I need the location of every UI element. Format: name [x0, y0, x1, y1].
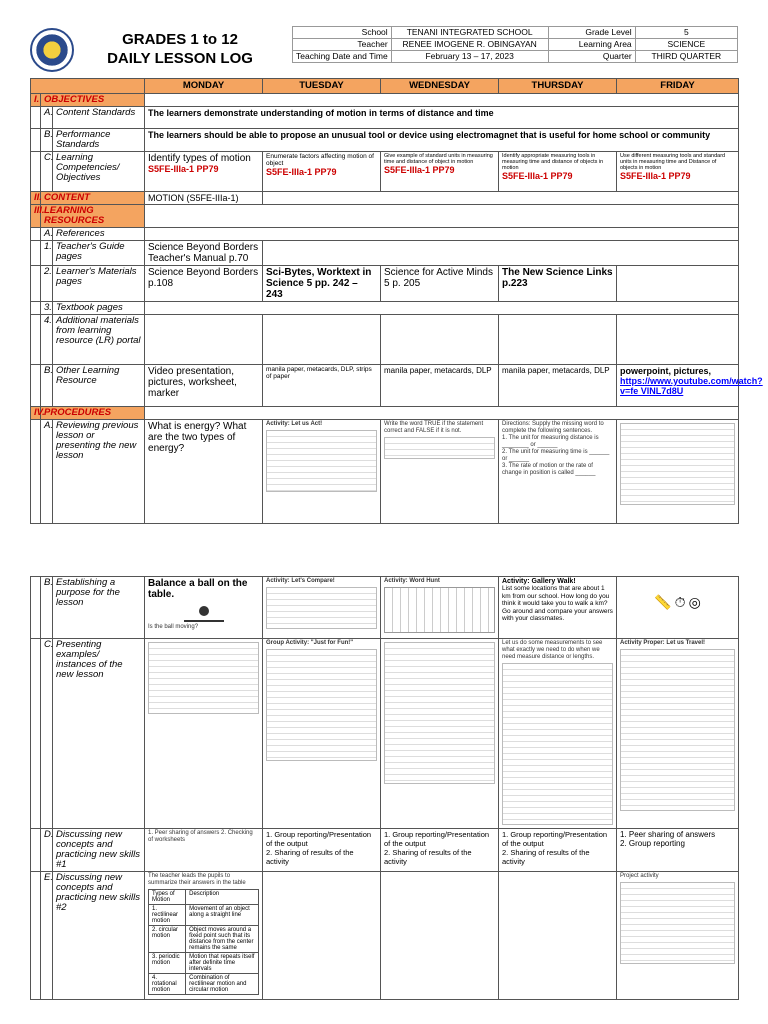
row-presenting-examples: C. Presenting examples/ instances of the new lesson Group Activity: "Just for Fun!" Let us do some measurements to see what exactly we need to do when we need measure distance or lengths. Activity Proper: Let us Travel! — [31, 639, 739, 829]
section-resources: III. LEARNING RESOURCES — [31, 205, 739, 228]
header-meta-table: School TENANI INTEGRATED SCHOOL Grade Level 5 Teacher RENEE IMOGENE R. OBINGAYAN Learning Area SCIENCE Teaching Date and Time February 13 – 17, 2023 Quarter THIRD QUARTER — [292, 26, 738, 63]
worksheet-thumbnail — [266, 649, 377, 761]
row-learners-materials: 2. Learner's Materials pages Science Beyond Borders p.108 Sci-Bytes, Worktext in Science 5 pp. 242 – 243 Science for Active Minds 5 p. 205 The New Science Links p.223 — [31, 266, 739, 302]
lesson-log-table-page2 — [30, 576, 739, 1000]
row-discussing-2: E. Discussing new concepts and practicing new skills #2 The teacher leads the pupils to summarize their answers in the table Types of Motion Description 1. rectilinear motion Movement of an object along a straight line 2. circular motion Object moves around a fixed point such that its distance from the center remains the same 3. periodic motion Motion that repeats itself after definite time intervals 4. rotational motion Combination of rectilinear motion and circular motion Project activity — [31, 872, 739, 1000]
row-teachers-guide: 1. Teacher's Guide pages Science Beyond Borders Teacher's Manual p.70 — [31, 241, 739, 266]
measuring-tools-pictures — [620, 578, 735, 626]
row-references: A. References — [31, 228, 739, 241]
area-value: SCIENCE — [635, 39, 737, 51]
worksheet-thumbnail — [384, 642, 495, 784]
clock-icon: ⏱ — [674, 593, 686, 610]
row-other-resources: B. Other Learning Resource Video presentation, pictures, worksheet, marker manila paper, metacards, DLP, strips of paper manila paper, metacards, DLP manila paper, metacards, DLP powerpoint, pictures, https://www.youtube.com/watch?v=fe VlNL7d8U — [31, 365, 739, 407]
day-header-row — [31, 79, 739, 94]
types-of-motion-table: Types of Motion Description 1. rectilinear motion Movement of an object along a straight line 2. circular motion Object moves around a fixed point such that its distance from the center remains the same 3. periodic motion Motion that repeats itself after definite time intervals 4. rotational motion Combination of rectilinear motion and circular motion — [148, 889, 259, 995]
worksheet-thumbnail — [620, 882, 735, 964]
day-thursday: THURSDAY — [499, 79, 617, 94]
worksheet-thumbnail — [384, 437, 495, 459]
day-monday: MONDAY — [145, 79, 263, 94]
row-competencies: C. Learning Competencies/ Objectives Identify types of motion S5FE-IIIa-1 PP79 Enumerate factors affecting motion of object S5FE-IIIa-1 PP79 Give example of standard units in measuring time and distance of object in motion S5FE-IIIa-1 PP79 Identify appropriate measuring tools in measuring time and distance of objects in motion S5FE-IIIa-1 PP79 Use different measuring tools and standard units in measuring time and Distance of objects in motion S5FE-IIIa-1 PP79 — [31, 152, 739, 192]
worksheet-thumbnail — [148, 642, 259, 714]
teacher-value: RENEE IMOGENE R. OBINGAYAN — [391, 39, 548, 51]
row-discussing-1: D. Discussing new concepts and practicing new skills #1 1. Peer sharing of answers 2. Checking of worksheets 1. Group reporting/Presentation of the output 2. Sharing of results of the activity 1. Group reporting/Presentation of the output 2. Sharing of results of the activity 1. Group reporting/Presentation of the output 2. Sharing of results of the activity 1. Peer sharing of answers 2. Group reporting — [31, 829, 739, 872]
row-additional-materials: 4. Additional materials from learning resource (LR) portal — [31, 315, 739, 365]
row-textbook-pages: 3. Textbook pages — [31, 302, 739, 315]
day-friday: FRIDAY — [617, 79, 739, 94]
header — [30, 26, 738, 74]
grade-value: 5 — [635, 27, 737, 39]
worksheet-thumbnail — [266, 587, 377, 629]
quarter-value: THIRD QUARTER — [635, 51, 737, 63]
day-wednesday: WEDNESDAY — [381, 79, 499, 94]
youtube-link[interactable]: https://www.youtube.com/watch?v=fe VlNL7d8U — [620, 376, 763, 396]
day-tuesday: TUESDAY — [263, 79, 381, 94]
tape-measure-icon: ◎ — [688, 593, 701, 610]
row-performance-standards: B. Performance Standards The learners should be able to propose an unusual tool or device using electromagnet that is useful for home school or community — [31, 129, 739, 152]
deped-seal-icon — [30, 28, 74, 72]
school-value: TENANI INTEGRATED SCHOOL — [391, 27, 548, 39]
ball-on-table-icon — [184, 602, 224, 622]
row-reviewing-lesson: A. Reviewing previous lesson or presenting the new lesson What is energy? What are the two types of energy? Activity: Let us Act! Write the word TRUE if the statement correct and FALSE if it is not. Directions: Supply the missing word to complete the following sentences. 1. The unit for measuring distance is ________ or ______ 2. The unit for measuring time is ______ or ______ 3. The rate of motion or the rate of change in position is called ______ — [31, 420, 739, 524]
row-establishing-purpose: B. Establishing a purpose for the lesson Balance a ball on the table. Is the ball moving? Activity: Let's Compare! Activity: Word Hunt Activity: Gallery Walk! List some locations that are about 1 km from our school. How long do you think it would take you to walk a km? Go around and compare your answers with your classmates. 📏 ⏱ ◎ — [31, 577, 739, 639]
section-objectives: I. OBJECTIVES — [31, 94, 739, 107]
worksheet-thumbnail — [620, 423, 735, 505]
document-title: GRADES 1 to 12 DAILY LESSON LOG — [107, 31, 253, 67]
lesson-log-table-page1 — [30, 78, 763, 524]
section-procedures: IV. PROCEDURES — [31, 407, 739, 420]
ruler-icon: 📏 — [654, 593, 672, 610]
word-hunt-grid — [384, 587, 495, 633]
section-content: II. CONTENT MOTION (S5FE-IIIa-1) — [31, 192, 739, 205]
worksheet-thumbnail — [502, 663, 613, 825]
worksheet-thumbnail — [620, 649, 735, 811]
worksheet-thumbnail — [266, 430, 377, 492]
date-value: February 13 – 17, 2023 — [391, 51, 548, 63]
row-content-standards: A. Content Standards The learners demonstrate understanding of motion in terms of distance and time — [31, 107, 739, 129]
